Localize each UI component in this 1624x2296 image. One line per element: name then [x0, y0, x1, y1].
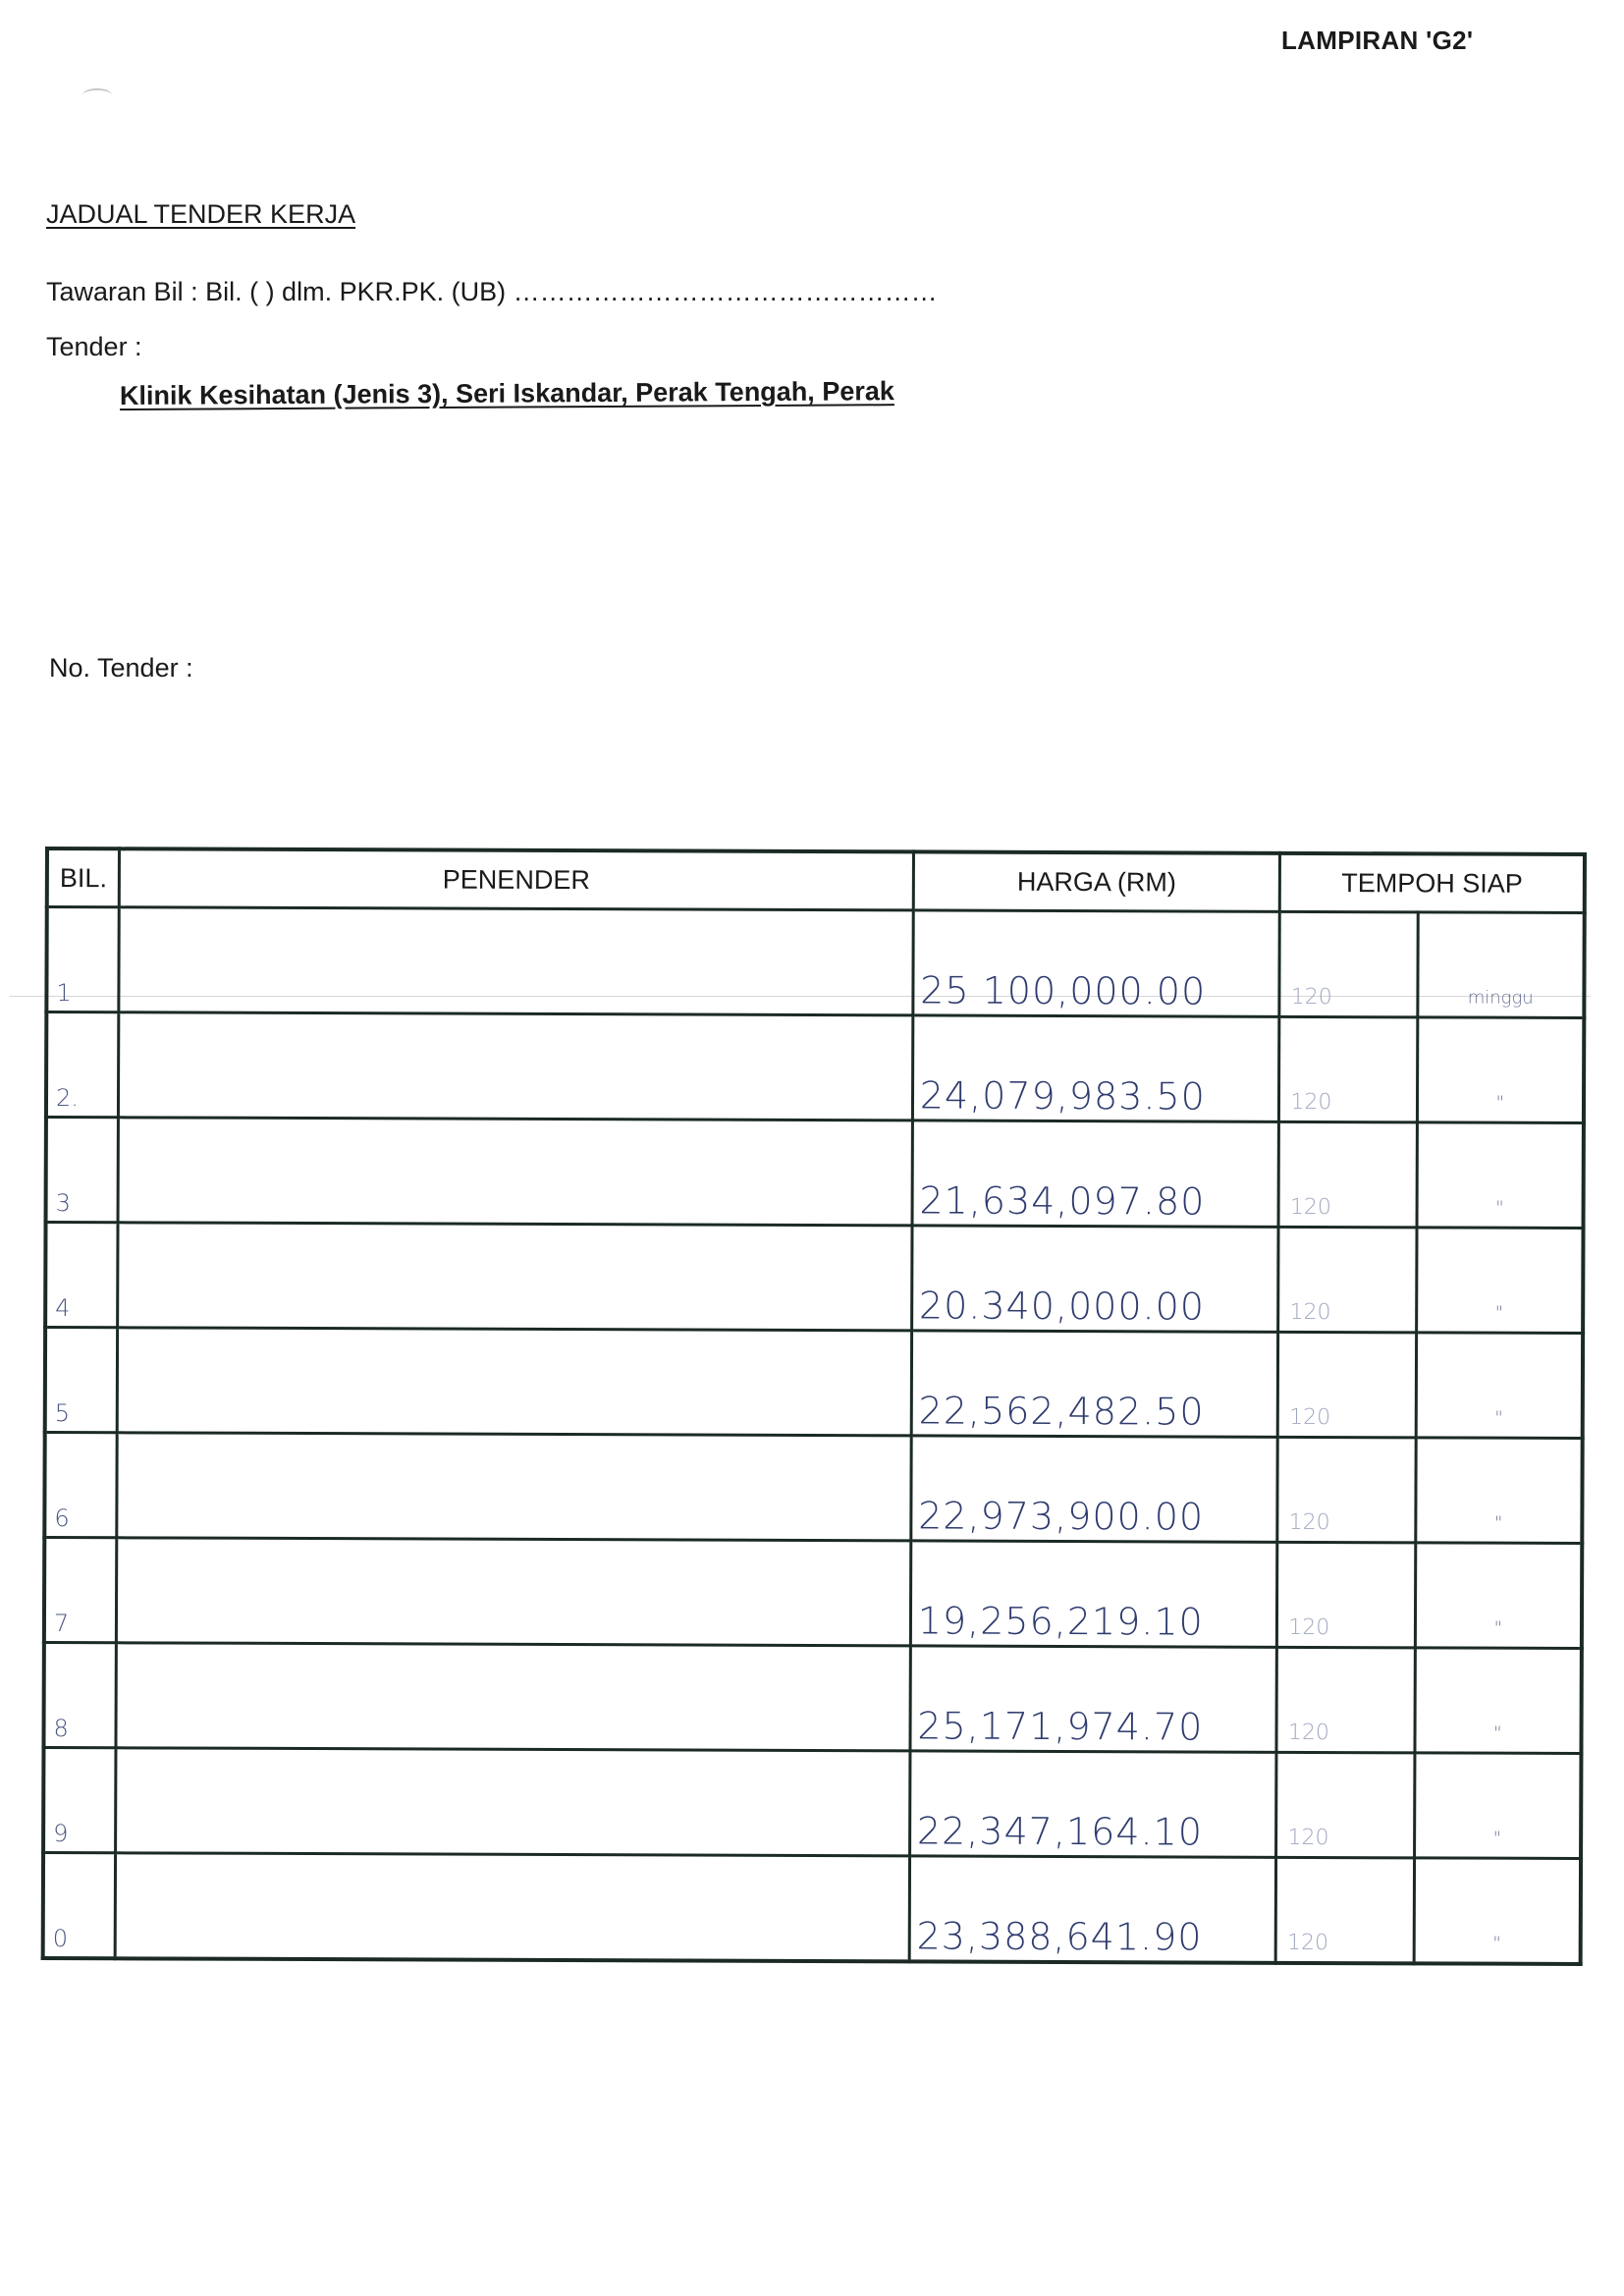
header-tempoh: TEMPOH SIAP — [1280, 853, 1585, 913]
row-penender — [119, 1012, 913, 1121]
row-harga: 22,347,164.10 — [909, 1751, 1276, 1857]
tender-table — [41, 847, 1587, 1966]
table-header-row — [47, 848, 1585, 913]
row-penender — [117, 1433, 911, 1541]
row-harga: 19,256,219.10 — [910, 1541, 1277, 1647]
row-harga: 20.340,000.00 — [911, 1226, 1278, 1332]
row-bil: 2. — [46, 1012, 119, 1118]
row-unit: " — [1417, 1017, 1584, 1123]
row-penender — [118, 1223, 912, 1331]
row-harga: 25,171,974.70 — [910, 1646, 1277, 1752]
tender-table-wrapper — [41, 847, 1587, 1959]
table-row — [44, 1433, 1582, 1544]
row-penender — [119, 907, 913, 1015]
row-tempoh: 120 — [1277, 1542, 1416, 1648]
tender-label: Tender : — [46, 332, 142, 361]
row-harga: 22,973,900.00 — [911, 1436, 1278, 1542]
row-bil: 8 — [43, 1643, 116, 1748]
row-bil: 5 — [45, 1328, 118, 1433]
row-unit: " — [1415, 1438, 1582, 1544]
row-bil: 4 — [45, 1223, 118, 1328]
row-tempoh: 120 — [1275, 1857, 1414, 1963]
row-penender — [116, 1643, 910, 1751]
row-tempoh: 120 — [1276, 1752, 1415, 1858]
project-name: Klinik Kesihatan (Jenis 3), Seri Iskandar, Perak Tengah, Perak — [119, 376, 894, 410]
row-tempoh: 120 — [1279, 911, 1418, 1017]
row-harga: 21,634,097.80 — [912, 1121, 1279, 1227]
row-penender — [118, 1118, 912, 1226]
table-row — [46, 1118, 1584, 1229]
row-unit: " — [1417, 1122, 1584, 1229]
row-unit: " — [1415, 1543, 1582, 1649]
row-tempoh: 120 — [1276, 1647, 1415, 1753]
row-penender — [117, 1328, 911, 1436]
table-row — [45, 1223, 1583, 1334]
table-row — [44, 1538, 1582, 1649]
row-harga: 25 100,000.00 — [913, 910, 1280, 1016]
row-tempoh: 120 — [1278, 1121, 1417, 1228]
row-tempoh: 120 — [1277, 1437, 1416, 1543]
table-row — [45, 1328, 1583, 1439]
row-penender — [116, 1748, 910, 1856]
row-penender — [115, 1853, 909, 1962]
row-bil: 0 — [43, 1853, 116, 1959]
table-row — [43, 1748, 1581, 1859]
row-unit: minggu — [1417, 912, 1584, 1018]
row-unit: " — [1414, 1753, 1581, 1859]
table-row — [46, 1012, 1584, 1123]
row-bil: 7 — [44, 1538, 117, 1643]
row-unit: " — [1416, 1333, 1583, 1439]
row-unit: " — [1414, 1858, 1581, 1964]
no-tender-label: No. Tender : — [49, 653, 193, 683]
row-harga: 22,562,482.50 — [911, 1331, 1278, 1437]
lampiran-label: LAMPIRAN 'G2' — [1281, 26, 1474, 55]
row-tempoh: 120 — [1279, 1016, 1418, 1122]
row-unit: " — [1415, 1648, 1582, 1754]
header-penender: PENENDER — [119, 848, 913, 910]
header-bil: BIL. — [47, 848, 120, 907]
row-bil: 3 — [46, 1118, 119, 1223]
row-unit: " — [1416, 1228, 1583, 1334]
row-bil: 1 — [46, 907, 119, 1012]
table-row — [43, 1643, 1581, 1754]
row-tempoh: 120 — [1278, 1332, 1417, 1438]
row-harga: 24,079,983.50 — [912, 1015, 1279, 1121]
document-title: JADUAL TENDER KERJA — [46, 199, 356, 229]
row-bil: 6 — [44, 1433, 117, 1538]
row-harga: 23,388,641.90 — [909, 1856, 1276, 1963]
table-row — [43, 1853, 1581, 1965]
row-penender — [117, 1538, 911, 1646]
row-bil: 9 — [43, 1748, 116, 1853]
row-tempoh: 120 — [1278, 1227, 1417, 1333]
tawaran-line: Tawaran Bil : Bil. ( ) dlm. PKR.PK. (UB) ………………………………………… — [46, 277, 938, 306]
table-row — [46, 907, 1584, 1018]
header-harga: HARGA (RM) — [913, 851, 1280, 911]
scan-mark — [82, 88, 112, 102]
